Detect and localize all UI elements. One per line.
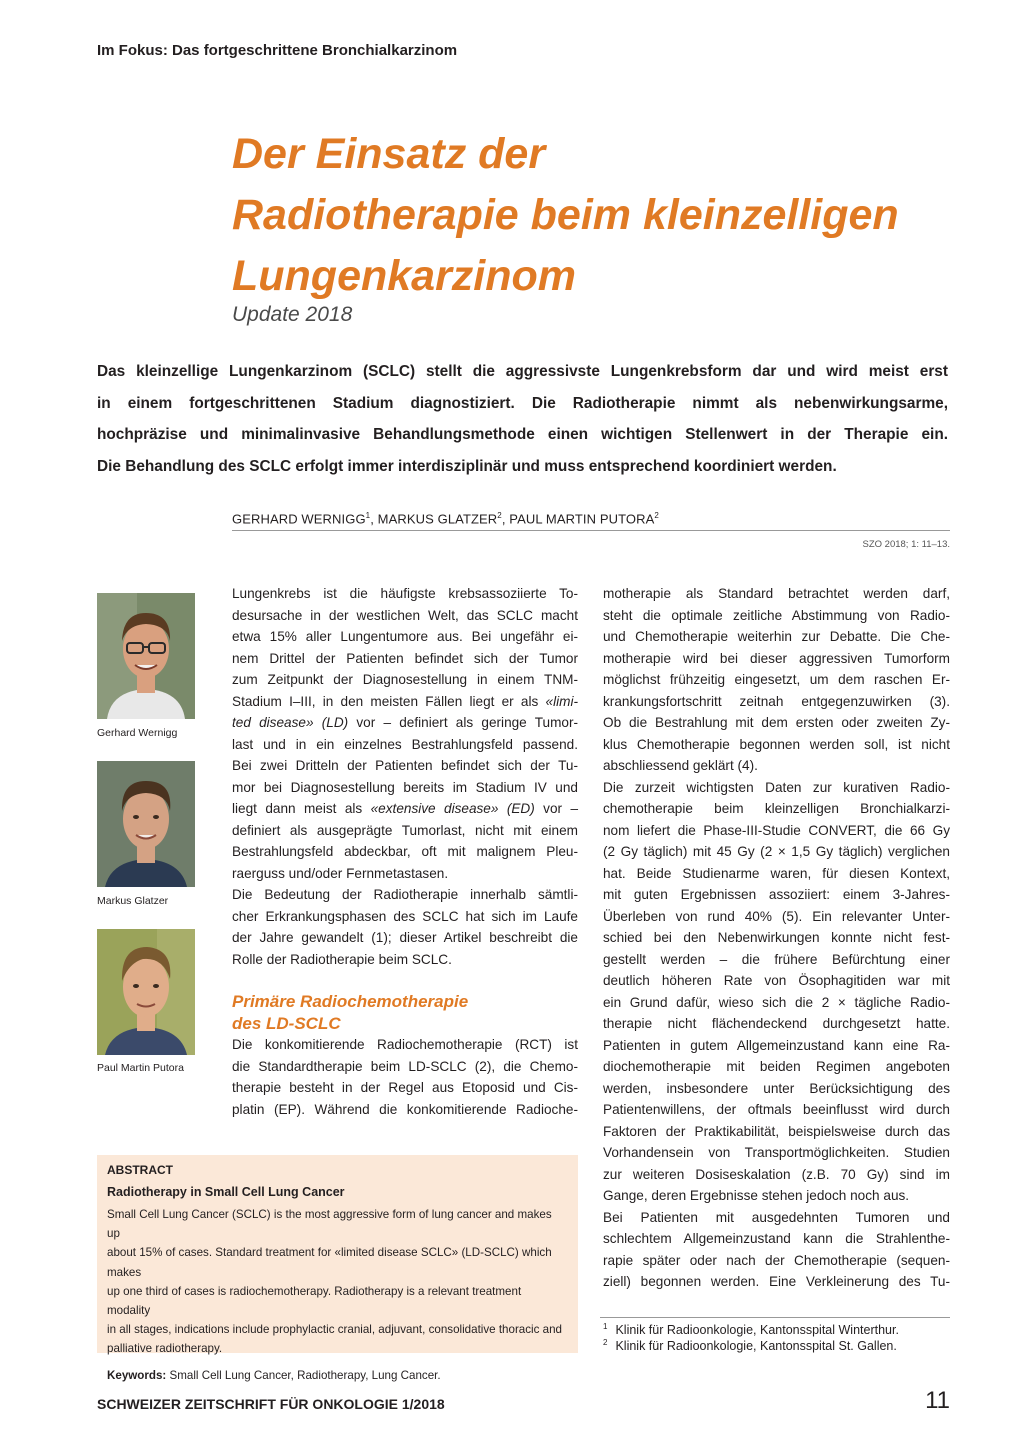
body-line: platin (EP). Während die konkomitierende Radioche- bbox=[232, 1101, 578, 1117]
body-line: therapie besteht in der Regel aus Etoposid und Cis- bbox=[232, 1080, 578, 1095]
author-divider bbox=[232, 530, 950, 531]
body-line: Die zurzeit wichtigsten Daten zur kurativen Radio- bbox=[603, 779, 950, 795]
author-photo-wernigg bbox=[97, 593, 195, 719]
body-line: Ob die Bestrahlung mit dem ersten oder zweiten Zy- bbox=[603, 715, 950, 730]
body-line: werden, insbesondere unter Berücksichtigung des bbox=[603, 1080, 950, 1096]
body-paragraph bbox=[232, 1034, 578, 1120]
body-line: zum Zeitpunkt der Diagnosestellung in einem TNM- bbox=[232, 672, 578, 687]
photo-caption: Gerhard Wernigg bbox=[97, 727, 178, 739]
body-line: Die konkomitierende Radiochemotherapie (RCT) ist bbox=[232, 1037, 578, 1052]
abstract-box bbox=[97, 1155, 578, 1382]
author-affiliation: 1 bbox=[365, 511, 371, 520]
body-line: mor bei Diagnosestellung bereits im Stadium IV und bbox=[232, 779, 578, 795]
body-line: Gange, deren Ergebnisse stehen jedoch noch aus. bbox=[603, 1188, 910, 1203]
author-name: GERHARD WERNIGG bbox=[232, 511, 366, 527]
abstract-line: in all stages, indications include prophylactic cranial, adjuvant, consolidative thoracic and bbox=[107, 1323, 562, 1337]
body-line: motherapie als Standard betrachtet werden darf, bbox=[603, 586, 950, 601]
body-line: raerguss und/oder Fernmetastasen. bbox=[232, 865, 449, 881]
body-line: etwa 15% aller Lungentumore aus. Bei ungefähr ei- bbox=[232, 629, 578, 644]
body-line: zur weiteren Dosiseskalation (z.B. 70 Gy) sind im bbox=[603, 1166, 950, 1182]
body-text: Stadium I–III, in den meisten Fällen liegt er als bbox=[232, 693, 546, 709]
body-line: Die Bedeutung der Radiotherapie innerhalb sämtli- bbox=[232, 887, 578, 902]
keywords-label: Keywords: bbox=[107, 1368, 167, 1382]
photo-caption: Markus Glatzer bbox=[97, 895, 169, 907]
section-heading bbox=[232, 991, 578, 1034]
body-italic: «limi- bbox=[545, 693, 578, 709]
abstract-heading: ABSTRACT bbox=[107, 1163, 173, 1177]
body-line: therapie nicht flächendeckend durchgesetzt hatte. bbox=[603, 1016, 950, 1031]
body-line: der Jahre gewandelt (1); dieser Artikel beschreibt die bbox=[232, 930, 578, 945]
body-line: mit guten Ergebnissen assoziiert: einem 3-Jahres- bbox=[603, 887, 950, 902]
photo-caption: Paul Martin Putora bbox=[97, 1062, 184, 1074]
body-paragraph bbox=[603, 777, 950, 1207]
author-name: PAUL MARTIN PUTORA bbox=[509, 511, 655, 527]
body-line: klus Chemotherapie begonnen werden soll, ist nicht bbox=[603, 736, 950, 752]
body-text: vor – bbox=[534, 801, 579, 816]
body-line: chemotherapie beim kleinzelligen Bronchialkarzi- bbox=[603, 801, 950, 816]
body-line: hat. Beide Studienarme waren, für diesen Kontext, bbox=[603, 865, 950, 881]
title-line: Lungenkarzinom bbox=[232, 252, 577, 300]
abstract-line: up one third of cases is radiochemotherapy. Radiotherapy is a relevant treatment modality bbox=[107, 1284, 522, 1318]
author-separator: , bbox=[501, 511, 510, 527]
body-text: liegt dann meist als bbox=[232, 801, 371, 816]
footnote bbox=[603, 1338, 897, 1353]
body-line: Lungenkrebs ist die häufigste krebsassoziierte To- bbox=[232, 586, 578, 601]
body-line bbox=[232, 798, 578, 820]
author-affiliation: 2 bbox=[497, 511, 502, 520]
body-line: abschliessend geklärt (4). bbox=[603, 758, 758, 773]
body-line: (2 Gy täglich) mit 45 Gy (2 × 1,5 Gy täglich) verglichen bbox=[603, 844, 950, 859]
author-name: MARKUS GLATZER bbox=[377, 511, 498, 527]
title-line: Der Einsatz der bbox=[232, 130, 546, 178]
body-italic: ted disease» (LD) bbox=[232, 715, 349, 730]
body-line: Faktoren der Praktikabilität, beispielsweise durch das bbox=[603, 1123, 950, 1139]
section-heading-line: des LD-SCLC bbox=[232, 1013, 341, 1033]
footnote bbox=[603, 1322, 899, 1337]
body-line bbox=[232, 691, 578, 713]
body-line: ziell) begonnen werden. Eine Verkleinerung des Tu- bbox=[603, 1274, 950, 1289]
body-paragraph bbox=[232, 884, 578, 970]
body-line: Rolle der Radiotherapie beim SCLC. bbox=[232, 951, 452, 967]
lead-line: hochpräzise und minimalinvasive Behandlungsmethode einen wichtigen Stellenwert in der Therapie ein. bbox=[97, 426, 948, 443]
article-title bbox=[232, 124, 992, 307]
body-line: möglichst frühzeitig eingesetzt, um dem raschen Er- bbox=[603, 672, 950, 687]
body-line: gestellt werden – die frühere Befürchtung einer bbox=[603, 951, 950, 967]
citation: SZO 2018; 1: 11–13. bbox=[862, 539, 950, 550]
body-line: Vorhandensein von Transportmöglichkeiten. Studien bbox=[603, 1145, 950, 1160]
body-line: diochemotherapie mit beiden Regimen angeboten bbox=[603, 1059, 950, 1074]
body-column-1 bbox=[232, 583, 578, 1120]
abstract-line: Small Cell Lung Cancer (SCLC) is the most aggressive form of lung cancer and makes up bbox=[107, 1208, 552, 1241]
body-paragraph bbox=[232, 583, 578, 884]
body-line: Bei Patienten mit ausgedehnten Tumoren und bbox=[603, 1209, 950, 1225]
body-line: steht die optimale zeitliche Abstimmung von Radio- bbox=[603, 607, 950, 623]
footnote-marker: 2 bbox=[603, 1338, 608, 1347]
journal-footer: SCHWEIZER ZEITSCHRIFT FÜR ONKOLOGIE 1/2018 bbox=[97, 1396, 445, 1412]
body-line: die Standardtherapie beim LD-SCLC (2), die Chemo- bbox=[232, 1058, 578, 1074]
body-line: Patienten in gutem Allgemeinzustand kann eine Ra- bbox=[603, 1037, 950, 1053]
author-affiliation: 2 bbox=[654, 511, 659, 520]
body-line: ein Grund dafür, wieso sich die 2 × tägliche Radio- bbox=[603, 994, 950, 1010]
page-number: 11 bbox=[925, 1387, 950, 1414]
author-list bbox=[232, 511, 659, 526]
body-line: motherapie wird bei dieser aggressiven Tumorform bbox=[603, 650, 950, 666]
footnote-divider bbox=[600, 1317, 950, 1318]
abstract-line: about 15% of cases. Standard treatment for «limited disease SCLC» (LD-SCLC) which makes bbox=[107, 1246, 552, 1279]
author-separator: , bbox=[370, 511, 378, 527]
lead-line: in einem fortgeschrittenen Stadium diagnostiziert. Die Radiotherapie nimmt als nebenwirkungsarme, bbox=[97, 394, 948, 412]
body-line: schied bei den Nebenwirkungen konnte nicht fest- bbox=[603, 930, 950, 945]
footnote-text: Klinik für Radioonkologie, Kantonsspital Winterthur. bbox=[615, 1323, 899, 1338]
body-text: vor – definiert als geringe Tumor- bbox=[348, 715, 579, 730]
abstract-title: Radiotherapy in Small Cell Lung Cancer bbox=[107, 1185, 345, 1199]
footnote-marker: 1 bbox=[603, 1322, 608, 1331]
title-line: Radiotherapie beim kleinzelligen bbox=[232, 191, 899, 239]
abstract-body bbox=[107, 1205, 562, 1359]
body-italic: «extensive disease» (ED) bbox=[370, 801, 535, 816]
body-column-2 bbox=[603, 583, 950, 1293]
body-line: Bestrahlungsfeld abdeckbar, oft mit malignem Pleu- bbox=[232, 844, 578, 859]
author-photo-putora bbox=[97, 929, 195, 1055]
body-line: desursache in der westlichen Welt, das SCLC macht bbox=[232, 607, 578, 623]
lead-line: Die Behandlung des SCLC erfolgt immer interdisziplinär und muss entsprechend koordiniert werden. bbox=[97, 457, 837, 475]
abstract-line: palliative radiotherapy. bbox=[107, 1342, 223, 1356]
body-line: krankungsfortschritt zeitnah entgegenzuwirken (3). bbox=[603, 693, 950, 709]
body-line: Patientenwillens, der oftmals beeinflusst wird durch bbox=[603, 1102, 950, 1117]
body-line bbox=[232, 712, 578, 734]
lead-line: Das kleinzellige Lungenkarzinom (SCLC) stellt die aggressivste Lungenkrebsform dar und wird meist erst bbox=[97, 363, 948, 380]
abstract-keywords bbox=[107, 1369, 562, 1382]
body-line: definiert als ausgeprägte Tumorlast, nicht mit einem bbox=[232, 822, 578, 838]
body-line: rapie später oder nach der Chemotherapie (sequen- bbox=[603, 1252, 950, 1268]
body-line: cher Erkrankungsphasen des SCLC hat sich im Laufe bbox=[232, 908, 578, 924]
footnote-text: Klinik für Radioonkologie, Kantonsspital St. Gallen. bbox=[615, 1339, 897, 1354]
section-kicker: Im Fokus: Das fortgeschrittene Bronchialkarzinom bbox=[97, 42, 458, 59]
body-line: und Chemotherapie weiterhin zur Debatte. Die Che- bbox=[603, 629, 950, 644]
body-line: nem Drittel der Patienten befindet sich der Tumor bbox=[232, 650, 578, 666]
keywords-text: Small Cell Lung Cancer, Radiotherapy, Lung Cancer. bbox=[166, 1368, 441, 1382]
body-line: Bei zwei Dritteln der Patienten befindet sich der Tu- bbox=[232, 758, 578, 773]
section-heading-line: Primäre Radiochemotherapie bbox=[232, 992, 469, 1011]
body-line: nom liefert die Phase-III-Studie CONVERT, die 66 Gy bbox=[603, 822, 950, 838]
body-line: schlechtem Allgemeinzustand kann die Strahlenthe- bbox=[603, 1231, 950, 1246]
body-line: Überleben von rund 40% (5). Ein relevanter Unter- bbox=[603, 908, 950, 924]
body-line: last und in ein einzelnes Bestrahlungsfeld passend. bbox=[232, 736, 578, 752]
author-photo-glatzer bbox=[97, 761, 195, 887]
body-paragraph bbox=[603, 1207, 950, 1293]
article-subtitle: Update 2018 bbox=[232, 303, 353, 326]
body-paragraph bbox=[603, 583, 950, 777]
lead-paragraph bbox=[97, 356, 948, 482]
body-line: deutlich höheren Rate von Ösophagitiden war mit bbox=[603, 973, 950, 988]
